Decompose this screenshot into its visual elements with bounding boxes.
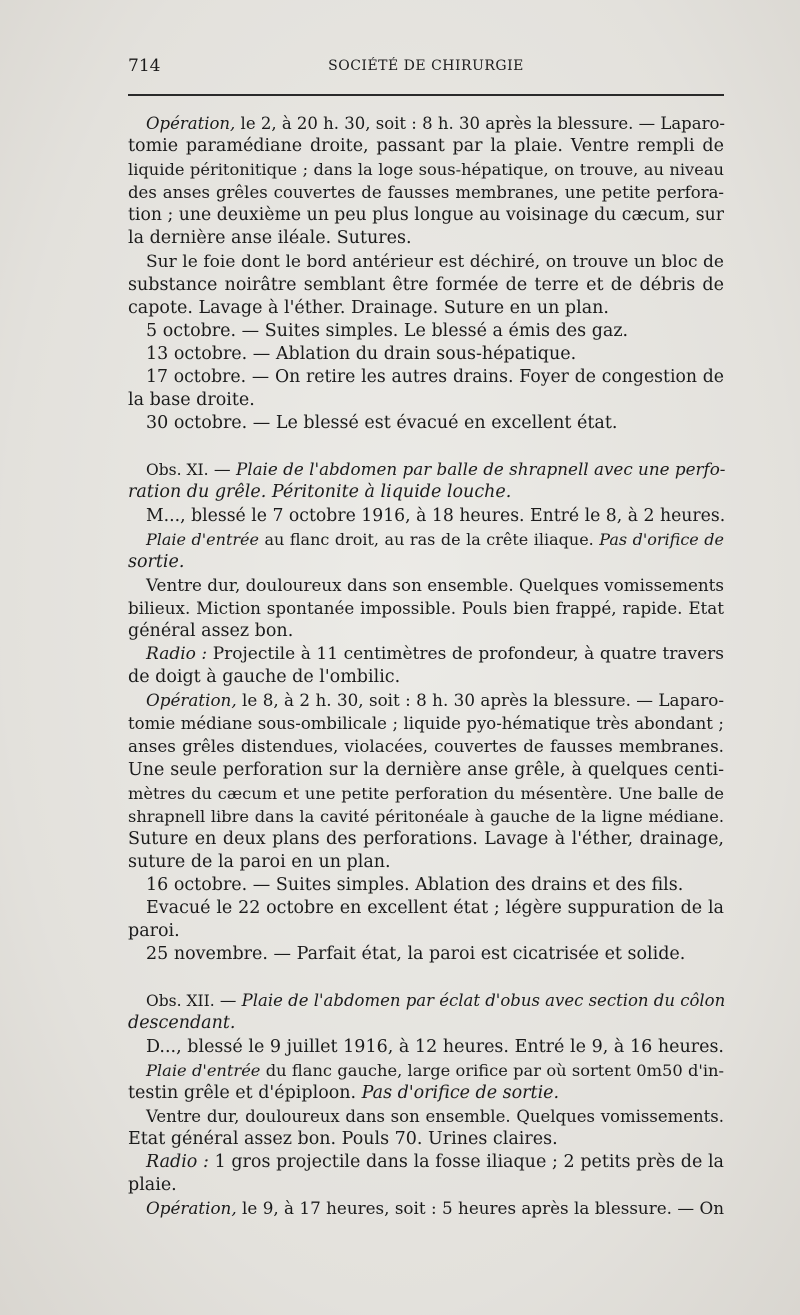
text-line: tion ; une deuxième un peu plus longue au voisinage du cæcum, sur	[128, 205, 724, 226]
text-line: 13 octobre. — Ablation du drain sous-hépatique.	[146, 343, 577, 364]
text-line: 30 octobre. — Le blessé est évacué en excellent état.	[146, 413, 618, 434]
text-line: D..., blessé le 9 juillet 1916, à 12 heures. Entré le 9, à 16 heures.	[146, 1036, 724, 1057]
text-line: Ventre dur, douloureux dans son ensemble. Quelques vomissements.	[146, 1106, 724, 1126]
text-line: sortie.	[128, 551, 185, 572]
text-line: Sur le foie dont le bord antérieur est déchiré, on trouve un bloc de	[146, 251, 724, 272]
text-line: de doigt à gauche de l'ombilic.	[128, 667, 401, 688]
page-number: 714	[128, 56, 161, 76]
text-line: M..., blessé le 7 octobre 1916, à 18 heures. Entré le 8, à 2 heures.	[146, 505, 726, 526]
text-line: capote. Lavage à l'éther. Drainage. Suture en un plan.	[128, 297, 609, 318]
observation-heading: Obs. XII. — Plaie de l'abdomen par éclat d'obus avec section du côlon	[146, 991, 726, 1011]
spacer	[128, 966, 724, 989]
text-line: 25 novembre. — Parfait état, la paroi est cicatrisée et solide.	[146, 944, 686, 965]
text-line: Suture en deux plans des perforations. Lavage à l'éther, drainage,	[128, 828, 724, 849]
text-line: Radio : 1 gros projectile dans la fosse iliaque ; 2 petits près de la	[146, 1152, 724, 1173]
text-line: anses grêles distendues, violacées, couvertes de fausses membranes.	[128, 736, 724, 757]
text-line: général assez bon.	[128, 620, 294, 641]
observation-heading: Obs. XI. — Plaie de l'abdomen par balle de shrapnell avec une perfo-	[146, 459, 726, 480]
spacer	[128, 435, 724, 458]
text-line: la dernière anse iléale. Sutures.	[128, 228, 412, 249]
header-rule	[128, 94, 724, 96]
observation-heading: descendant.	[128, 1013, 236, 1034]
body-text	[128, 112, 724, 1220]
text-line: suture de la paroi en un plan.	[128, 851, 391, 872]
text-line: Plaie d'entrée au flanc droit, au ras de la crête iliaque. Pas d'orifice de	[146, 529, 724, 549]
text-line: Evacué le 22 octobre en excellent état ; légère suppuration de la	[146, 898, 724, 919]
operation-label: Opération,	[146, 114, 236, 133]
observation-heading: ration du grêle. Péritonite à liquide louche.	[128, 482, 512, 503]
page-header	[128, 56, 724, 78]
text-line: Ventre dur, douloureux dans son ensemble. Quelques vomissements	[146, 574, 724, 595]
text-line: substance noirâtre semblant être formée de terre et de débris de	[128, 274, 724, 295]
text-line: tomie médiane sous-ombilicale ; liquide pyo-hématique très abondant ;	[128, 714, 724, 734]
text-line: des anses grêles couvertes de fausses membranes, une petite perfora-	[128, 183, 724, 203]
text-line: la base droite.	[128, 390, 255, 411]
text-line: liquide péritonitique ; dans la loge sous-hépatique, on trouve, au niveau	[128, 160, 724, 180]
text-line: bilieux. Miction spontanée impossible. Pouls bien frappé, rapide. Etat	[128, 597, 724, 618]
text-line: Opération, le 2, à 20 h. 30, soit : 8 h. 30 après la blessure. — Laparo-	[146, 114, 725, 133]
text-line: testin grêle et d'épiploon. Pas d'orifice de sortie.	[128, 1082, 560, 1103]
text-line: mètres du cæcum et une petite perforation du mésentère. Une balle de	[128, 783, 724, 803]
text-line: Radio : Projectile à 11 centimètres de profondeur, à quatre travers	[146, 644, 724, 665]
text-line: shrapnell libre dans la cavité péritonéale à gauche de la ligne médiane.	[128, 806, 724, 826]
text-line: plaie.	[128, 1175, 177, 1196]
text-line: Opération, le 8, à 2 h. 30, soit : 8 h. 30 après la blessure. — Laparo-	[146, 690, 724, 711]
text-line: 16 octobre. — Suites simples. Ablation des drains et des fils.	[146, 875, 684, 895]
text-line: Plaie d'entrée du flanc gauche, large orifice par où sortent 0m50 d'in-	[146, 1060, 724, 1080]
text-line: Une seule perforation sur la dernière anse grêle, à quelques centi-	[128, 759, 724, 780]
running-title: SOCIÉTÉ DE CHIRURGIE	[328, 58, 524, 74]
text-line: 5 octobre. — Suites simples. Le blessé a émis des gaz.	[146, 320, 629, 341]
text-line: 17 octobre. — On retire les autres drains. Foyer de congestion de	[146, 367, 724, 388]
text-line: paroi.	[128, 921, 180, 942]
text-line: tomie paramédiane droite, passant par la plaie. Ventre rempli de	[128, 136, 724, 157]
text-line: Etat général assez bon. Pouls 70. Urines claires.	[128, 1128, 558, 1149]
text-line: Opération, le 9, à 17 heures, soit : 5 heures après la blessure. — On	[146, 1198, 724, 1219]
